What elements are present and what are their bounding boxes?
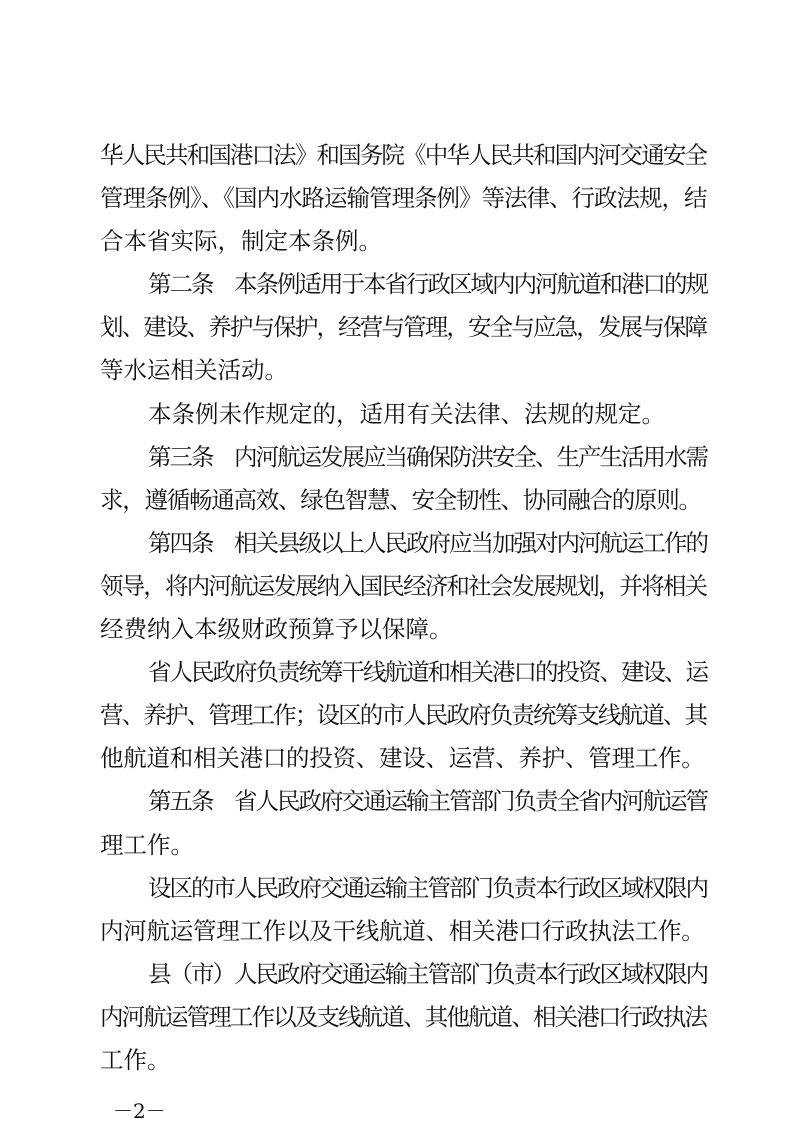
paragraph bbox=[100, 436, 706, 522]
text-line: 经费纳入本级财政预算予以保障。 bbox=[100, 615, 453, 644]
paragraph bbox=[100, 651, 706, 780]
text-line: 省人民政府负责统筹干线航道和相关港口的投资、建设、运 bbox=[148, 658, 707, 687]
paragraph bbox=[100, 867, 706, 953]
paragraph bbox=[100, 393, 706, 436]
paragraph bbox=[100, 263, 706, 392]
text-line: 设区的市人民政府交通运输主管部门负责本行政区域权限内 bbox=[148, 873, 707, 902]
text-line: 他航道和相关港口的投资、建设、运营、养护、管理工作。 bbox=[100, 744, 705, 773]
paragraph bbox=[100, 134, 706, 263]
text-line: 华人民共和国港口法》和国务院《中华人民共和国内河交通安全 bbox=[100, 141, 706, 169]
text-line: 内河航运管理工作以及干线航道、相关港口行政执法工作。 bbox=[100, 916, 705, 945]
text-line: 工作。 bbox=[100, 1045, 171, 1074]
document-body bbox=[100, 134, 706, 1082]
text-line: 合本省实际，制定本条例。 bbox=[100, 227, 382, 256]
text-line: 等水运相关活动。 bbox=[100, 356, 288, 385]
text-line: 划、建设、养护与保护，经营与管理，安全与应急，发展与保障 bbox=[100, 313, 706, 342]
text-line: 第四条 相关县级以上人民政府应当加强对内河航运工作的 bbox=[148, 528, 707, 557]
text-line: 第二条 本条例适用于本省行政区域内内河航道和港口的规 bbox=[148, 270, 707, 299]
paragraph bbox=[100, 953, 706, 1082]
text-line: 第五条 省人民政府交通运输主管部门负责全省内河航运管 bbox=[148, 787, 707, 816]
paragraph bbox=[100, 522, 706, 651]
text-line: 管理条例》、《国内水路运输管理条例》等法律、行政法规，结 bbox=[100, 184, 707, 213]
text-line: 求，遵循畅通高效、绿色智慧、安全韧性、协同融合的原则。 bbox=[100, 485, 701, 514]
text-line: 本条例未作规定的，适用有关法律、法规的规定。 bbox=[148, 399, 665, 428]
text-line: 领导，将内河航运发展纳入国民经济和社会发展规划，并将相关 bbox=[100, 571, 706, 600]
paragraph bbox=[100, 780, 706, 866]
text-line: 理工作。 bbox=[100, 830, 194, 859]
text-line: 内河航运管理工作以及支线航道、其他航道、相关港口行政执法 bbox=[100, 1002, 706, 1031]
text-line: 第三条 内河航运发展应当确保防洪安全、生产生活用水需 bbox=[148, 442, 707, 471]
text-line: 县（市）人民政府交通运输主管部门负责本行政区域权限内 bbox=[148, 959, 707, 988]
text-line: 营、养护、管理工作；设区的市人民政府负责统筹支线航道、其 bbox=[100, 701, 706, 730]
page-number: －2－ bbox=[113, 1099, 166, 1124]
